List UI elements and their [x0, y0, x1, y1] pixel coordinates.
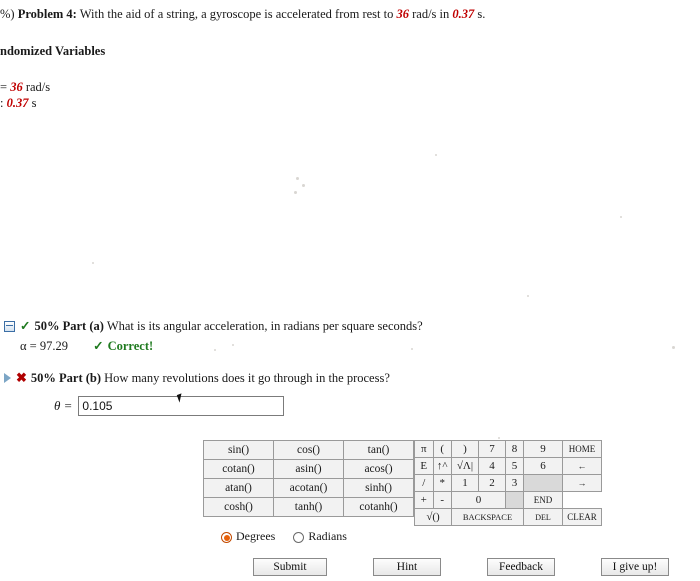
key-close-paren[interactable]: ) — [452, 441, 479, 458]
fn-acos[interactable]: acos() — [344, 460, 414, 479]
fn-cos[interactable]: cos() — [274, 441, 344, 460]
variable-time-prefix: : — [0, 96, 7, 110]
scan-speck — [411, 348, 413, 350]
key-blank — [506, 492, 524, 509]
incorrect-star-icon: ✖ — [16, 370, 27, 385]
fn-cosh[interactable]: cosh() — [204, 498, 274, 517]
scan-speck — [214, 349, 216, 351]
part-a-answer — [20, 338, 153, 354]
part-b-answer-row — [54, 396, 284, 416]
problem-text-3: s. — [474, 7, 486, 21]
problem-prefix: %) — [0, 7, 15, 21]
label-radians: Radians — [308, 529, 347, 543]
key-backspace[interactable]: BACKSPACE — [452, 509, 524, 526]
theta-label: θ = — [54, 398, 73, 413]
key-multiply[interactable]: * — [433, 475, 452, 492]
key-7[interactable]: 7 — [479, 441, 506, 458]
scan-speck — [302, 184, 305, 187]
scan-speck — [672, 346, 675, 349]
key-0[interactable]: 0 — [452, 492, 506, 509]
problem-text-2: rad/s in — [409, 7, 453, 21]
check-icon: ✓ — [20, 319, 31, 333]
problem-value-time: 0.37 — [452, 7, 475, 21]
function-row — [204, 460, 414, 479]
key-del[interactable]: DEL — [524, 509, 563, 526]
problem-value-omega: 36 — [396, 7, 409, 21]
submit-button[interactable]: Submit — [253, 558, 327, 576]
fn-acotan[interactable]: acotan() — [274, 479, 344, 498]
part-a-question: What is its angular acceleration, in radians per square seconds? — [106, 319, 423, 333]
key-power[interactable]: ↑^ — [433, 458, 452, 475]
key-8[interactable]: 8 — [506, 441, 524, 458]
variable-omega-prefix: = — [0, 80, 11, 94]
fn-atan[interactable]: atan() — [204, 479, 274, 498]
variable-row-time — [0, 96, 36, 111]
variable-time-value: 0.37 — [6, 96, 29, 110]
key-4[interactable]: 4 — [479, 458, 506, 475]
part-b-percent: 50% — [30, 371, 56, 385]
fn-tan[interactable]: tan() — [344, 441, 414, 460]
key-divide[interactable]: / — [415, 475, 434, 492]
keypad-row — [415, 509, 602, 526]
fn-cotan[interactable]: cotan() — [204, 460, 274, 479]
keypad-row — [415, 441, 602, 458]
fn-tanh[interactable]: tanh() — [274, 498, 344, 517]
problem-statement — [0, 6, 700, 22]
key-minus[interactable]: - — [433, 492, 452, 509]
fn-sinh[interactable]: sinh() — [344, 479, 414, 498]
key-5[interactable]: 5 — [506, 458, 524, 475]
key-e[interactable]: E — [415, 458, 434, 475]
key-2[interactable]: 2 — [479, 475, 506, 492]
key-pi[interactable]: π — [415, 441, 434, 458]
randomized-variables-heading: ndomized Variables — [0, 44, 106, 58]
hint-button[interactable]: Hint — [373, 558, 441, 576]
key-root-alt[interactable]: √Λ| — [452, 458, 479, 475]
label-degrees: Degrees — [236, 529, 276, 543]
collapse-box-icon[interactable] — [4, 321, 15, 332]
give-up-button[interactable]: I give up! — [601, 558, 669, 576]
scan-speck — [294, 191, 297, 194]
check-icon-small: ✓ — [93, 339, 104, 353]
key-clear[interactable]: CLEAR — [563, 509, 602, 526]
radio-degrees[interactable] — [221, 532, 232, 543]
part-b-label: Part (b) — [59, 371, 102, 385]
key-arrow-left[interactable]: ← — [563, 458, 602, 475]
variable-time-unit: s — [28, 96, 37, 110]
key-1[interactable]: 1 — [452, 475, 479, 492]
part-a-header[interactable] — [4, 318, 423, 334]
keypad-row — [415, 475, 602, 492]
problem-label: Problem 4: — [17, 7, 77, 21]
key-sqrt[interactable]: √() — [415, 509, 452, 526]
key-end[interactable]: END — [524, 492, 563, 509]
part-a-answer-symbol: α = — [20, 339, 40, 353]
feedback-button[interactable]: Feedback — [487, 558, 555, 576]
fn-sin[interactable]: sin() — [204, 441, 274, 460]
function-row — [204, 498, 414, 517]
scan-speck — [527, 295, 529, 297]
part-a-percent: 50% — [34, 319, 60, 333]
expand-triangle-icon[interactable] — [4, 373, 11, 383]
key-9[interactable]: 9 — [524, 441, 563, 458]
variable-omega-unit: rad/s — [22, 80, 51, 94]
keypad-row — [415, 458, 602, 475]
numeric-keypad — [414, 440, 602, 526]
key-blank — [524, 475, 563, 492]
calculator-panel — [203, 440, 602, 544]
part-a-status-text: Correct! — [107, 339, 154, 353]
angle-mode-selector — [203, 529, 602, 544]
key-home[interactable]: HOME — [563, 441, 602, 458]
key-6[interactable]: 6 — [524, 458, 563, 475]
key-open-paren[interactable]: ( — [433, 441, 452, 458]
function-keypad — [203, 440, 414, 517]
part-a-label: Part (a) — [62, 319, 104, 333]
keypad-row — [415, 492, 602, 509]
scan-speck — [232, 344, 234, 346]
key-plus[interactable]: + — [415, 492, 434, 509]
scan-speck — [92, 262, 94, 264]
problem-text-1: With the aid of a string, a gyroscope is accelerated from rest to — [79, 7, 397, 21]
fn-asin[interactable]: asin() — [274, 460, 344, 479]
radio-radians[interactable] — [293, 532, 304, 543]
part-b-header[interactable] — [4, 370, 390, 386]
function-row — [204, 441, 414, 460]
scan-speck — [498, 437, 500, 439]
scan-speck — [296, 177, 299, 180]
fn-cotanh[interactable]: cotanh() — [344, 498, 414, 517]
key-3[interactable]: 3 — [506, 475, 524, 492]
action-button-row — [253, 558, 669, 576]
variable-row-omega — [0, 80, 50, 95]
function-row — [204, 479, 414, 498]
variable-omega-value: 36 — [10, 80, 23, 94]
key-arrow-right[interactable]: → — [563, 475, 602, 492]
scan-speck — [435, 154, 437, 156]
part-a-answer-value: 97.29 — [39, 339, 68, 353]
part-b-question: How many revolutions does it go through in the process? — [104, 371, 390, 385]
scan-speck — [620, 216, 622, 218]
part-a-status — [93, 339, 153, 353]
